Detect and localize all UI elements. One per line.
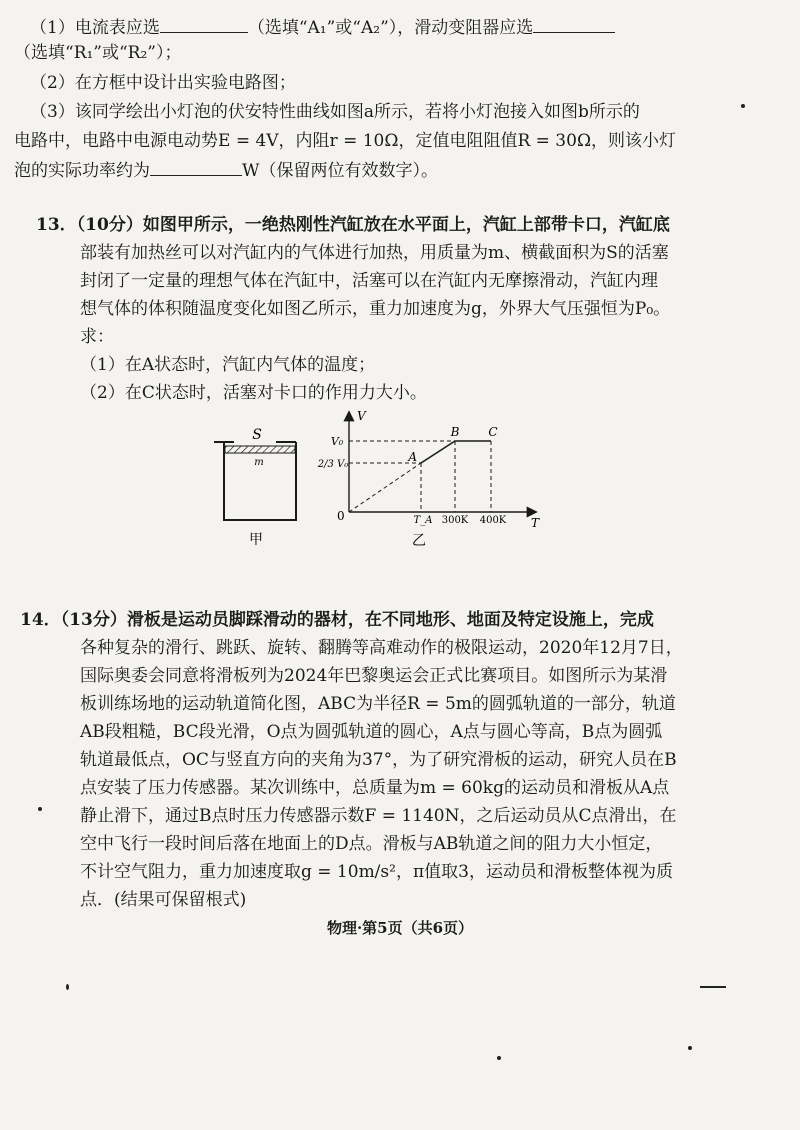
q13-header: 13．（10分）如图甲所示，一绝热刚性汽缸放在水平面上，汽缸上部带卡口，汽缸底 <box>36 215 670 235</box>
scan-speck <box>741 104 745 108</box>
origin-label: 0 <box>337 509 345 523</box>
scan-speck <box>497 1056 501 1060</box>
scan-speck <box>66 984 69 990</box>
answer-blank-power[interactable] <box>150 159 242 176</box>
q14-line8: 静止滑下，通过B点时压力传感器示数F = 1140N，之后运动员从C点滑出，在 <box>80 806 677 826</box>
t-axis-label: T <box>531 516 540 530</box>
q13-line2: 部装有加热丝可以对汽缸内的气体进行加热，用质量为m、横截面积为S的活塞 <box>80 243 669 263</box>
answer-blank-rheostat[interactable] <box>533 16 615 33</box>
q14-line4: 板训练场地的运动轨道简化图，ABC为半径R = 5m的圆弧轨道的一部分，轨道 <box>80 694 676 714</box>
q14-line6: 轨道最低点，OC与竖直方向的夹角为37°，为了研究滑板的运动，研究人员在B <box>80 750 677 770</box>
process-line-abc <box>421 441 491 463</box>
q14-line11: 点．(结果可保留根式) <box>80 890 247 910</box>
figure-jia-caption: 甲 <box>249 532 263 548</box>
q12-part3-line2: 电路中，电路中电源电动势E = 4V，内阻r = 10Ω，定值电阻阻值R = 30Ω，则该小灯 <box>14 131 677 151</box>
page-footer: 物理·第5页（共6页） <box>326 919 474 937</box>
piston <box>225 446 295 453</box>
q14-header: 14．（13分）滑板是运动员脚踩滑动的器材，在不同地形、地面及特定设施上，完成 <box>20 610 654 630</box>
300k-tick: 300K <box>441 515 469 526</box>
q13-line5: 求： <box>80 327 114 347</box>
point-a-label: A <box>408 450 417 464</box>
figure-yi-caption: 乙 <box>412 533 426 549</box>
q12-part2: （2）在方框中设计出实验电路图； <box>30 73 296 93</box>
cylinder-wall <box>224 442 296 520</box>
q14-line10: 不计空气阻力，重力加速度取g = 10m/s²，π值取3，运动员和滑板整体视为质 <box>80 862 673 882</box>
v-axis-label: V <box>357 409 366 423</box>
scan-speck <box>38 807 42 811</box>
q12-part3-line1: （3）该同学绘出小灯泡的伏安特性曲线如图a所示，若将小灯泡接入如图b所示的 <box>30 102 640 122</box>
q14-line3: 国际奥委会同意将滑板列为2024年巴黎奥运会正式比赛项目。如图所示为某滑 <box>80 666 668 686</box>
q12-part1: （1）电流表应选 （选填“A₁”或“A₂”），滑动变阻器应选 <box>30 16 615 39</box>
figure-yi-graph <box>315 405 555 555</box>
v0-tick: V₀ <box>330 435 344 448</box>
q14-line9: 空中飞行一段时间后落在地面上的D点。滑板与AB轨道之间的阻力大小恒定， <box>80 834 663 854</box>
ta-tick: T_A <box>413 515 433 526</box>
q13-sub1: （1）在A状态时，汽缸内气体的温度； <box>80 355 376 375</box>
400k-tick: 400K <box>479 515 507 526</box>
q13-line3: 封闭了一定量的理想气体在汽缸中，活塞可以在汽缸内无摩擦滑动，汽缸内理 <box>80 271 658 291</box>
q12-part1-cont: （选填“R₁”或“R₂”）； <box>14 43 182 63</box>
piston-mass-label: m <box>254 457 264 468</box>
scan-speck <box>688 1046 692 1050</box>
piston-area-label: S <box>252 427 262 443</box>
q13-line4: 想气体的体积随温度变化如图乙所示，重力加速度为g，外界大气压强恒为P₀。 <box>80 299 671 319</box>
point-b-label: B <box>450 425 460 439</box>
q14-line5: AB段粗糙，BC段光滑，O点为圆弧轨道的圆心，A点与圆心等高，B点为圆弧 <box>80 722 663 742</box>
two-thirds-v0-tick: 2/3 V₀ <box>317 459 349 470</box>
q12-part3-line3: 泡的实际功率约为 W（保留两位有效数字）。 <box>14 161 438 181</box>
origin-extension-line <box>349 463 421 512</box>
q14-line7: 点安装了压力传感器。某次训练中，总质量为m = 60kg的运动员和滑板从A点 <box>80 778 670 798</box>
answer-blank-ammeter[interactable] <box>160 16 248 33</box>
q13-sub2: （2）在C状态时，活塞对卡口的作用力大小。 <box>80 383 427 403</box>
q14-line2: 各种复杂的滑行、跳跃、旋转、翻腾等高难动作的极限运动，2020年12月7日， <box>80 638 683 658</box>
point-c-label: C <box>488 425 498 439</box>
scan-mark <box>700 986 726 988</box>
figure-jia-cylinder <box>210 420 310 550</box>
